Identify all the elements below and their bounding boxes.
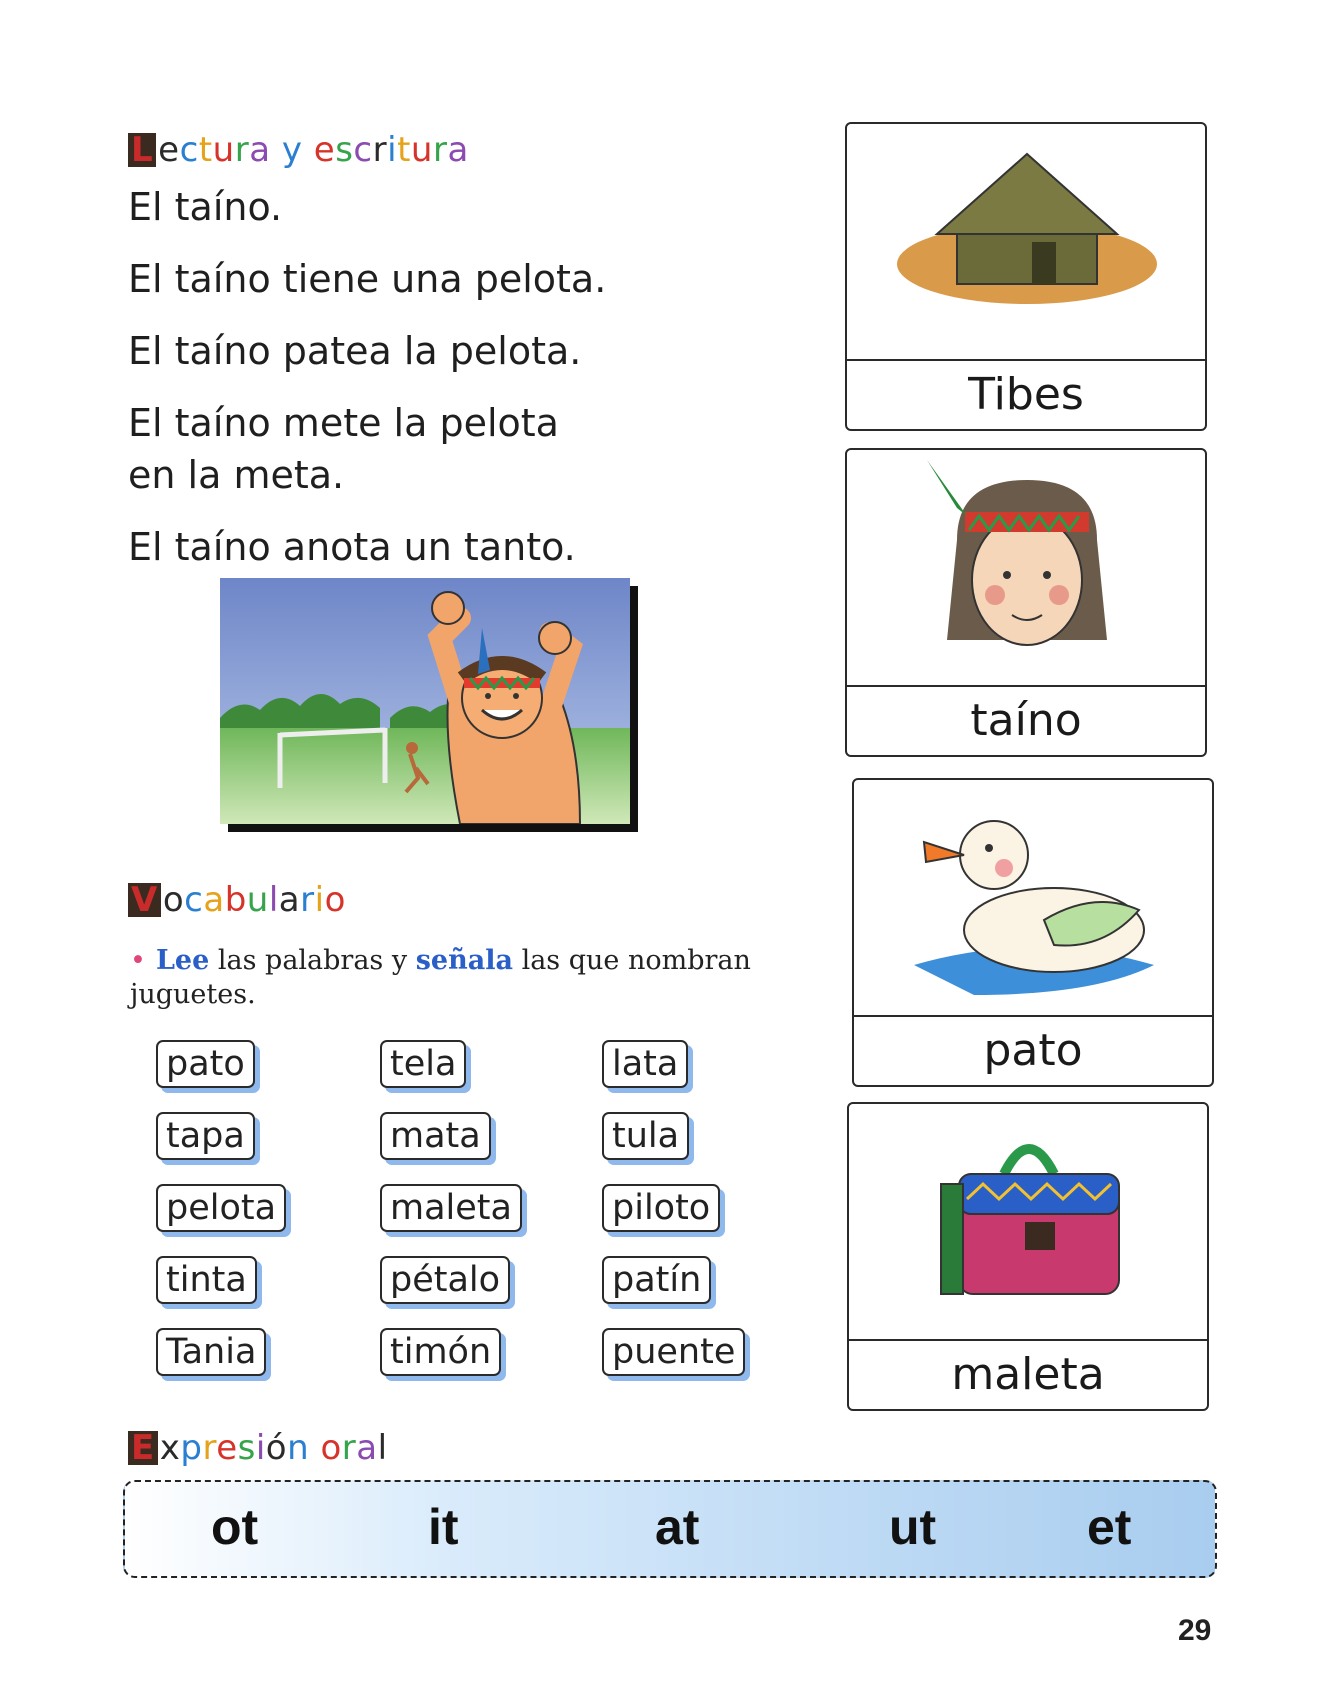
- picture-card-pato: [852, 778, 1214, 1087]
- word-chip[interactable]: patín: [602, 1256, 711, 1304]
- page-number: 29: [1178, 1614, 1212, 1647]
- heading-rest: ocabulario: [162, 880, 346, 920]
- syllable-band: [123, 1480, 1217, 1578]
- picture-card-tibes: [845, 122, 1207, 431]
- card-label: maleta: [951, 1349, 1105, 1400]
- taino-goal-illustration: [220, 578, 630, 824]
- word-chip[interactable]: pato: [156, 1040, 255, 1088]
- word-chip[interactable]: tela: [380, 1040, 466, 1088]
- heading-rest: ectura y escritura: [158, 130, 469, 170]
- word-chip[interactable]: lata: [602, 1040, 688, 1088]
- scene-svg: [220, 578, 630, 824]
- duck-icon: [854, 780, 1212, 1017]
- word-chip[interactable]: tula: [602, 1112, 689, 1160]
- hut-icon: [847, 124, 1205, 361]
- heading-initial: L: [128, 133, 156, 167]
- reading-line: El taíno mete la pelota: [128, 401, 559, 445]
- word-chip[interactable]: tapa: [156, 1112, 255, 1160]
- syllable: et: [1087, 1499, 1132, 1555]
- heading-rest: xpresión oral: [159, 1428, 388, 1468]
- word-chip[interactable]: pétalo: [380, 1256, 510, 1304]
- heading-expresion-oral: [128, 1428, 388, 1468]
- bag-icon: [849, 1104, 1207, 1341]
- heading-initial: E: [128, 1431, 158, 1465]
- instruction-verb-senala: señala: [415, 945, 513, 976]
- reading-line: El taíno.: [128, 185, 283, 229]
- word-chip[interactable]: maleta: [380, 1184, 522, 1232]
- word-chip[interactable]: tinta: [156, 1256, 257, 1304]
- word-chip[interactable]: mata: [380, 1112, 491, 1160]
- reading-line: en la meta.: [128, 453, 345, 497]
- syllable: at: [655, 1499, 700, 1555]
- reading-line: El taíno patea la pelota.: [128, 329, 582, 373]
- syllable: ut: [889, 1499, 937, 1555]
- word-chip[interactable]: pelota: [156, 1184, 286, 1232]
- instruction-text: las palabras y: [209, 945, 416, 976]
- syllable: ot: [211, 1499, 259, 1555]
- syllable: it: [428, 1499, 459, 1555]
- word-chip[interactable]: timón: [380, 1328, 501, 1376]
- word-chip[interactable]: piloto: [602, 1184, 720, 1232]
- reading-line: El taíno tiene una pelota.: [128, 257, 607, 301]
- word-chip[interactable]: Tania: [156, 1328, 266, 1376]
- instruction-verb-lee: Lee: [155, 945, 210, 976]
- card-label: taíno: [970, 695, 1082, 746]
- card-label: Tibes: [968, 369, 1084, 420]
- picture-card-taino: [845, 448, 1207, 757]
- vocabulary-instruction: [130, 944, 820, 1012]
- heading-lectura-y-escritura: [128, 130, 469, 170]
- heading-vocabulario: [128, 880, 346, 920]
- picture-card-maleta: [847, 1102, 1209, 1411]
- heading-initial: V: [128, 883, 161, 917]
- card-label: pato: [983, 1025, 1083, 1076]
- reading-line: El taíno anota un tanto.: [128, 525, 576, 569]
- instruction-text: las que nombran juguetes.: [130, 945, 751, 1010]
- bullet-icon: •: [130, 945, 146, 976]
- taino-face-icon: [847, 450, 1205, 687]
- word-chip[interactable]: puente: [602, 1328, 745, 1376]
